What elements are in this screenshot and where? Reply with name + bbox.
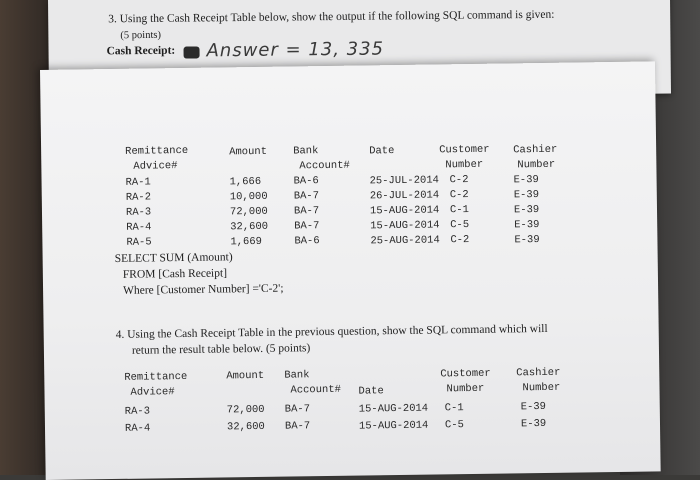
t1-cell-cashier: E-39 [513,174,539,187]
t2-cell-date: 15-AUG-2014 [358,419,429,433]
t2-header-remittance: Remittance [124,370,188,384]
t1-cell-remittance: RA-2 [125,191,152,204]
t2-cell-remittance: RA-4 [124,422,151,435]
t2-cell-cashier: E-39 [520,417,547,431]
t2-header-date: Date [358,385,384,398]
t1-header-cashier: Cashier [513,143,558,157]
paper-sheet-front [40,61,661,480]
question-4-line-1: 4. Using the Cash Receipt Table in the previous question, show the SQL command which will [115,322,548,341]
cash-receipt-label: Cash Receipt: [106,44,176,58]
t1-cell-customer: C-1 [449,204,469,217]
t1-header-advice: Advice# [133,160,178,173]
t2-cell-customer: C-1 [444,402,464,415]
t1-header-bank: Bank [293,145,319,158]
t2-header-customer: Customer [440,367,491,381]
t2-header-advice: Advice# [130,386,175,399]
t1-cell-date: 26-JUL-2014 [369,189,440,203]
t1-cell-amount: 72,000 [229,205,268,219]
t1-header-date: Date [369,145,395,158]
t1-cell-date: 15-AUG-2014 [370,219,440,233]
t1-cell-customer: C-5 [450,219,470,232]
t1-header-customer: Customer [439,143,490,157]
t2-cell-amount: 72,000 [226,403,265,417]
t2-header-amount: Amount [226,369,265,383]
question-3-points: (5 points) [120,29,161,42]
t1-cell-date: 15-AUG-2014 [369,204,440,218]
t2-cell-bank: BA-7 [284,420,311,433]
t1-cell-bank: BA-7 [293,205,320,218]
t1-cell-bank: BA-7 [293,190,320,203]
t2-cell-date: 15-AUG-2014 [358,402,429,416]
t1-cell-amount: 1,669 [230,235,263,249]
t2-header-bank: Bank [284,369,310,382]
t1-cell-cashier: E-39 [514,234,540,247]
t1-header-customer-number: Number [445,158,484,172]
t1-cell-amount: 1,666 [229,175,262,189]
t1-cell-customer: C-2 [450,234,470,247]
question-4-line-2: return the result table below. (5 points) [131,342,311,357]
t1-cell-amount: 10,000 [229,190,268,204]
t1-cell-cashier: E-39 [513,189,540,202]
t2-cell-amount: 32,600 [226,420,265,434]
t1-cell-date: 25-AUG-2014 [370,234,440,248]
sql-line-where: Where [Customer Number] ='C-2'; [123,282,284,297]
t2-header-account: Account# [290,383,342,397]
sql-line-from: FROM [Cash Receipt] [122,267,228,281]
sql-line-select: SELECT SUM (Amount) [114,251,233,265]
handwritten-answer: Answer = 13, 335 [206,38,385,62]
t1-cell-remittance: RA-4 [126,221,152,234]
t1-cell-remittance: RA-3 [125,206,152,219]
t1-cell-bank: BA-6 [293,175,319,188]
t1-cell-customer: C-2 [449,174,469,187]
t1-cell-customer: C-2 [449,189,469,202]
t1-header-account: Account# [299,159,350,173]
t1-cell-cashier: E-39 [513,204,540,217]
t2-header-customer-number: Number [446,382,485,396]
t2-cell-customer: C-5 [444,419,464,432]
t1-cell-date: 25-JUL-2014 [369,174,439,188]
t2-cell-remittance: RA-3 [124,405,151,418]
t1-header-cashier-number: Number [517,158,556,172]
t1-cell-amount: 32,600 [230,220,269,234]
t1-cell-bank: BA-7 [294,220,320,233]
t2-cell-cashier: E-39 [520,400,547,414]
t1-header-remittance: Remittance [125,144,189,158]
question-3-title: 3. Using the Cash Receipt Table below, show the output if the following SQL command is given: [108,8,555,26]
t1-cell-cashier: E-39 [514,219,540,232]
t1-cell-remittance: RA-1 [125,176,151,189]
t2-cell-bank: BA-7 [284,403,311,416]
t2-header-cashier-number: Number [522,381,561,395]
t1-header-amount: Amount [229,145,268,159]
answer-stamp-icon [183,46,199,58]
t2-header-cashier: Cashier [516,366,561,380]
t1-cell-remittance: RA-5 [126,236,152,249]
t1-cell-bank: BA-6 [294,235,320,248]
